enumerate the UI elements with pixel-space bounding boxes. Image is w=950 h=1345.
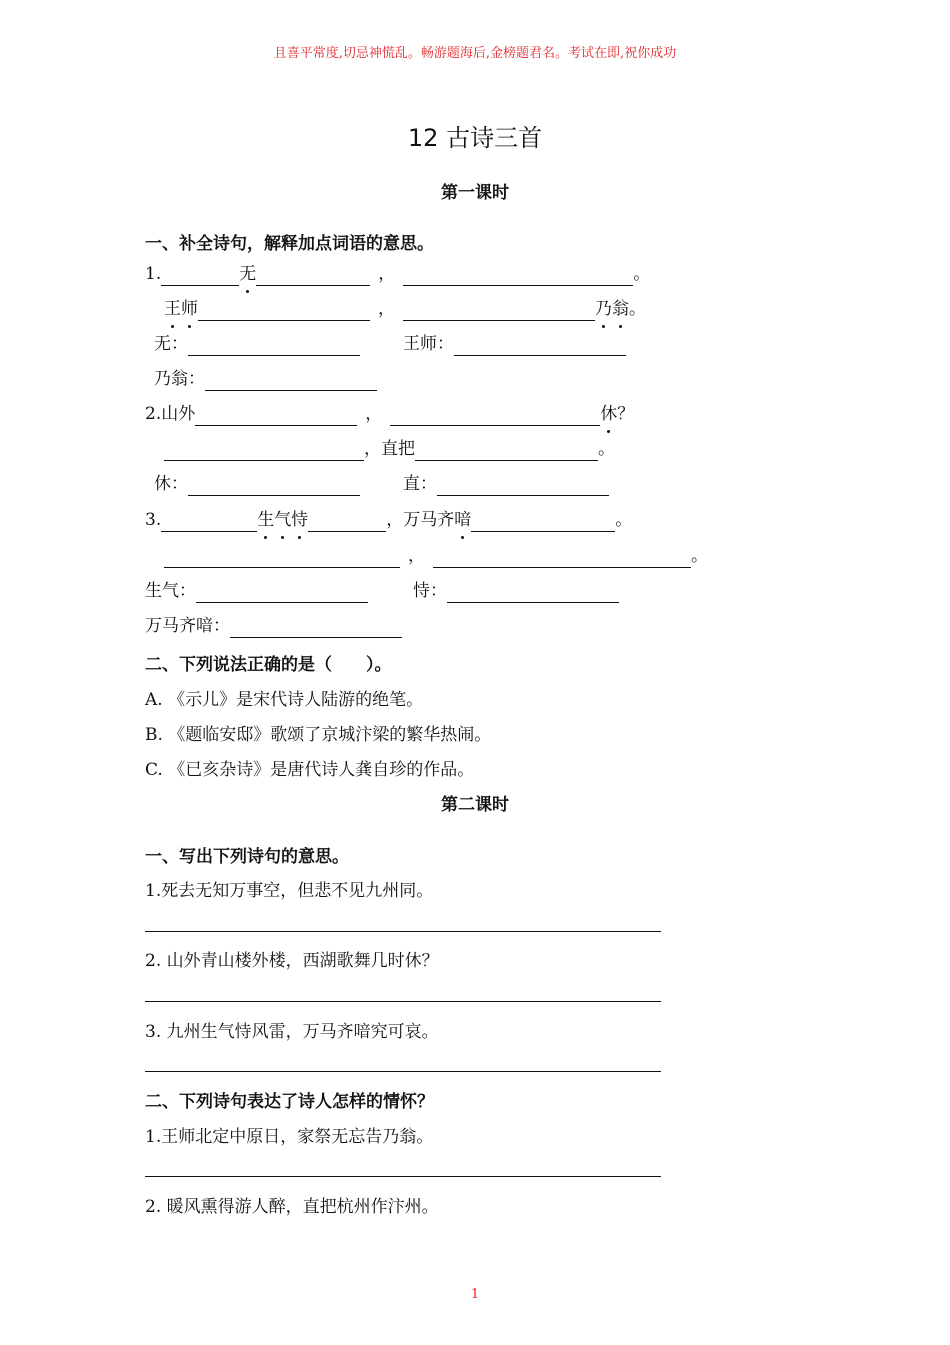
- q1-blank-e[interactable]: [403, 300, 595, 321]
- def-label: 恃：: [413, 581, 447, 601]
- document-title: 12 古诗三首: [407, 124, 543, 152]
- q3-blank-b[interactable]: [308, 511, 386, 532]
- q2-dotted-xiu: 休: [600, 404, 618, 424]
- option-c[interactable]: C. 《已亥杂诗》是唐代诗人龚自珍的作品。: [145, 760, 475, 780]
- q1-comma: ，: [378, 264, 396, 284]
- l2-section-1-heading: 一、写出下列诗句的意思。: [145, 847, 349, 867]
- l2-item-3: 3. 九州生气恃风雷，万马齐喑究可哀。: [145, 1022, 439, 1042]
- q2-qmark: ？: [617, 404, 635, 424]
- def-blank[interactable]: [230, 617, 402, 638]
- q3-def-shengqi: [145, 579, 368, 603]
- q2-number: 2.山外: [145, 404, 196, 424]
- q2-comma: ，: [365, 404, 383, 424]
- q1-period-2: 。: [629, 299, 646, 319]
- l1-section-2-heading: 二、下列说法正确的是（ ）。: [145, 655, 392, 675]
- l2-s2-item-2: 2. 暖风熏得游人醉，直把杭州作汴州。: [145, 1197, 439, 1217]
- q3-def-wanmaqiyin: [145, 614, 402, 638]
- lesson-1-heading: 第一课时: [441, 183, 509, 203]
- q1-line-1: [145, 262, 650, 286]
- q2-period: 。: [598, 439, 615, 459]
- q1-blank-d[interactable]: [198, 300, 370, 321]
- answer-line[interactable]: [145, 1176, 661, 1177]
- q2-def-xiu: [154, 472, 360, 496]
- def-label: 直：: [403, 474, 437, 494]
- q3-line-2: [164, 544, 708, 568]
- def-label: 休：: [154, 474, 188, 494]
- q1-def-naiweng: [154, 367, 377, 391]
- q1-dotted-shi: 师: [181, 299, 198, 319]
- q1-blank-b[interactable]: [256, 265, 370, 286]
- q1-period: 。: [633, 264, 651, 284]
- def-label: 无：: [154, 334, 188, 354]
- q2-blank-b[interactable]: [390, 405, 600, 426]
- q3-dotted-shi: 恃: [291, 510, 309, 530]
- q2-zhiba: ，直把: [364, 439, 415, 459]
- q1-def-wangshi: [403, 332, 626, 356]
- answer-line[interactable]: [145, 1001, 661, 1002]
- def-blank[interactable]: [196, 582, 368, 603]
- def-blank[interactable]: [188, 335, 360, 356]
- header-motto: 且喜平常度,切忌神慌乱。畅游题海后,金榜题君名。考试在即,祝你成功: [273, 46, 677, 61]
- q3-dotted-yin: 喑: [454, 510, 472, 530]
- q3-blank-d[interactable]: [164, 547, 400, 568]
- q3-dotted-sheng: 生: [257, 510, 275, 530]
- q2-blank-d[interactable]: [415, 440, 598, 461]
- q2-line-1: [145, 402, 634, 426]
- answer-line[interactable]: [145, 1071, 661, 1072]
- def-blank[interactable]: [205, 370, 377, 391]
- def-blank[interactable]: [447, 582, 619, 603]
- def-label: 乃翁：: [154, 369, 205, 389]
- def-label: 王师：: [403, 334, 454, 354]
- l2-item-1: 1.死去无知万事空，但悲不见九州同。: [145, 881, 434, 901]
- q3-def-shi: [413, 579, 619, 603]
- q3-blank-a[interactable]: [161, 511, 257, 532]
- answer-line[interactable]: [145, 931, 661, 932]
- q2-line-2: [164, 437, 615, 461]
- lesson-2-heading: 第二课时: [441, 795, 509, 815]
- q3-line-1: [145, 508, 632, 532]
- q3-blank-c[interactable]: [471, 511, 615, 532]
- l1-section-1-heading: 一、补全诗句，解释加点词语的意思。: [145, 234, 434, 254]
- q2-def-zhi: [403, 472, 609, 496]
- page-number: 1: [470, 1287, 480, 1302]
- q3-dotted-qi: 气: [274, 510, 292, 530]
- q1-dotted-wang: 王: [164, 299, 181, 319]
- q3-period-2: 。: [691, 546, 708, 566]
- q1-def-wu: [154, 332, 360, 356]
- q3-number: 3.: [145, 510, 162, 530]
- q1-dotted-weng: 翁: [612, 299, 629, 319]
- l2-s2-item-1: 1.王师北定中原日，家祭无忘告乃翁。: [145, 1127, 434, 1147]
- q2-blank-a[interactable]: [195, 405, 357, 426]
- q3-blank-e[interactable]: [433, 547, 691, 568]
- option-a[interactable]: A. 《示儿》是宋代诗人陆游的绝笔。: [145, 690, 424, 710]
- q2-blank-c[interactable]: [164, 440, 364, 461]
- q1-dotted-word: 无: [239, 264, 257, 284]
- q3-comma: ，: [408, 546, 425, 566]
- q3-wanma: ，万马齐: [386, 510, 455, 530]
- def-label: 生气：: [145, 581, 196, 601]
- q3-period: 。: [615, 510, 633, 530]
- l2-section-2-heading: 二、下列诗句表达了诗人怎样的情怀？: [145, 1092, 434, 1112]
- def-label: 万马齐喑：: [145, 616, 230, 636]
- option-b[interactable]: B. 《题临安邸》歌颂了京城汴梁的繁华热闹。: [145, 725, 492, 745]
- q1-blank-a[interactable]: [161, 265, 239, 286]
- def-blank[interactable]: [437, 475, 609, 496]
- q1-blank-c[interactable]: [403, 265, 633, 286]
- q1-comma-2: ，: [378, 299, 395, 319]
- q1-number: 1.: [145, 264, 162, 284]
- l2-item-2: 2. 山外青山楼外楼，西湖歌舞几时休？: [145, 951, 439, 971]
- q1-line-2: [164, 297, 646, 321]
- def-blank[interactable]: [188, 475, 360, 496]
- def-blank[interactable]: [454, 335, 626, 356]
- q1-dotted-nai: 乃: [595, 299, 612, 319]
